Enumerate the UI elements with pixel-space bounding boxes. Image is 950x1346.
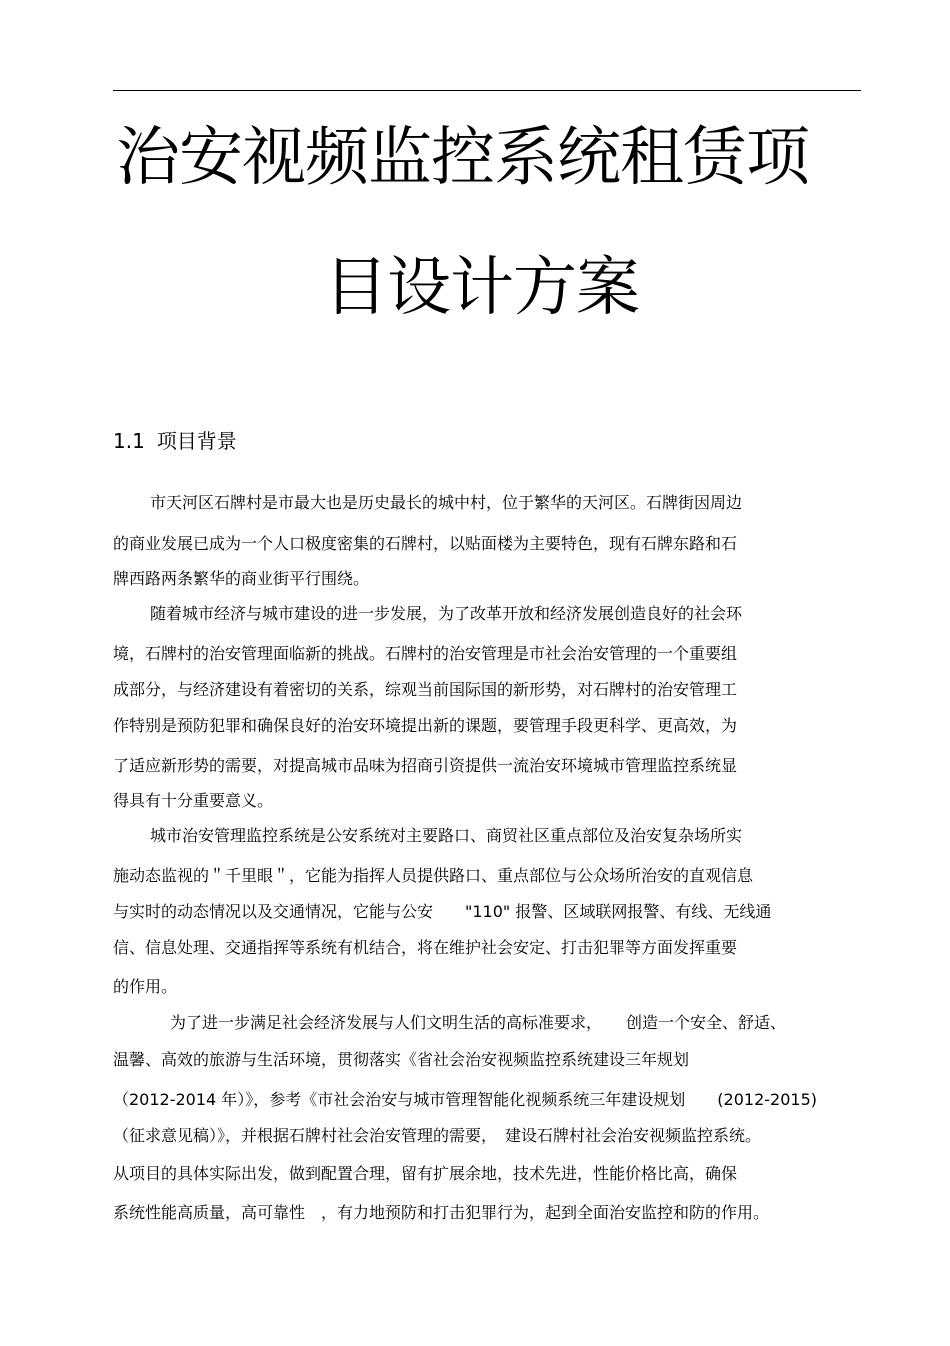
document-title-line-1: 治安视频监控系统租赁项 <box>116 121 809 195</box>
paragraph-line: 市天河区石牌村是市最大也是历史最长的城中村，位于繁华的天河区。石牌街因周边 <box>150 493 743 512</box>
paragraph-line: 的作用。 <box>113 977 178 996</box>
paragraph-line: 得具有十分重要意义。 <box>113 791 274 810</box>
paragraph-line: 牌西路两条繁华的商业街平行围绕。 <box>113 569 370 588</box>
paragraph-line: 信、信息处理、交通指挥等系统有机结合，将在维护社会安定、打击犯罪等方面发挥重要 <box>113 938 738 957</box>
paragraph-line: 作特别是预防犯罪和确保良好的治安环境提出新的课题，要管理手段更科学、更高效，为 <box>113 716 738 735</box>
paragraph-line: 随着城市经济与城市建设的进一步发展，为了改革开放和经济发展创造良好的社会环 <box>150 604 743 623</box>
paragraph-line: （2012-2014 年）》，参考《市社会治安与城市管理智能化视频系统三年建设规划 (2012-2015) <box>113 1090 817 1109</box>
section-title: 项目背景 <box>156 429 237 453</box>
paragraph-line: 的商业发展已成为一个人口极度密集的石牌村，以贴面楼为主要特色，现有石牌东路和石 <box>113 534 738 553</box>
document-title-line-2: 目设计方案 <box>324 251 639 325</box>
paragraph-line: 成部分，与经济建设有着密切的关系，综观当前国际国的新形势，对石牌村的治安管理工 <box>113 680 738 699</box>
paragraph-line: 系统性能高质量，高可靠性 ，有力地预防和打击犯罪行为，起到全面治安监控和防的作用。 <box>113 1203 770 1222</box>
section-heading <box>113 426 237 456</box>
paragraph-line: 为了进一步满足社会经济发展与人们文明生活的高标准要求， 创造一个安全、舒适、 <box>170 1013 787 1032</box>
paragraph-line: 与实时的动态情况以及交通情况，它能与公安 "110" 报警、区域联网报警、有线、无线通 <box>113 902 772 921</box>
paragraph-line: 城市治安管理监控系统是公安系统对主要路口、商贸社区重点部位及治安复杂场所实 <box>150 826 743 845</box>
section-number: 1.1 <box>113 429 145 453</box>
paragraph-line: 从项目的具体实际出发，做到配置合理，留有扩展余地，技术先进，性能价格比高，确保 <box>113 1164 738 1183</box>
paragraph-line: （征求意见稿）》，并根据石牌村社会治安管理的需要， 建设石牌村社会治安视频监控系统。 <box>113 1126 762 1145</box>
paragraph-line: 施动态监视的＂千里眼＂，它能为指挥人员提供路口、重点部位与公众场所治安的直观信息 <box>113 866 754 885</box>
paragraph-line: 境，石牌村的治安管理面临新的挑战。石牌村的治安管理是市社会治安管理的一个重要组 <box>113 644 738 663</box>
paragraph-line: 了适应新形势的需要，对提高城市品味为招商引资提供一流治安环境城市管理监控系统显 <box>113 756 738 775</box>
header-rule <box>113 90 861 91</box>
paragraph-line: 温馨、高效的旅游与生活环境，贯彻落实《省社会治安视频监控系统建设三年规划 <box>113 1050 690 1069</box>
